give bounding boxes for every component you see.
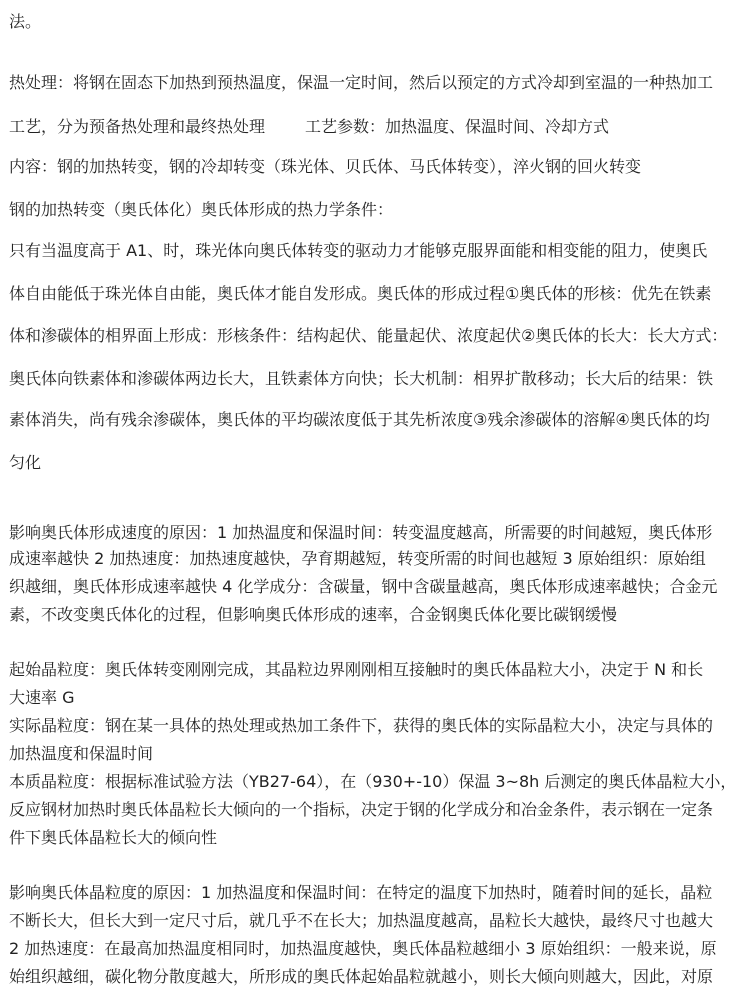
text-line-7: 体自由能低于珠光体自由能，奥氏体才能自发形成。奥氏体的形成过程①奥氏体的形核：优先在铁素 bbox=[9, 284, 712, 303]
text-line-25: 2 加热速度：在最高加热温度相同时，加热温度越快，奥氏体晶粒越细小 3 原始组织：一般来说，原 bbox=[9, 939, 717, 958]
text-line-3a: 工艺，分为预备热处理和最终热处理 bbox=[9, 117, 266, 136]
text-line-23: 影响奥氏体晶粒度的原因：1 加热温度和保温时间：在特定的温度下加热时，随着时间的延长，晶粒 bbox=[9, 883, 713, 902]
text-line-17: 大速率 G bbox=[9, 688, 75, 707]
text-line-15: 素，不改变奥氏体化的过程，但影响奥氏体形成的速率，合金钢奥氏体化要比碳钢缓慢 bbox=[9, 605, 618, 624]
text-line-16: 起始晶粒度：奥氏体转变刚刚完成，其晶粒边界刚刚相互接触时的奥氏体晶粒大小，决定于 N 和长 bbox=[9, 660, 704, 679]
text-line-4: 内容：钢的加热转变，钢的冷却转变（珠光体、贝氏体、马氏体转变），淬火钢的回火转变 bbox=[9, 157, 642, 176]
text-line-13: 成速率越快 2 加热速度：加热速度越快，孕育期越短，转变所需的时间也越短 3 原始组织：原始组 bbox=[9, 549, 706, 568]
text-line-10: 素体消失，尚有残余渗碳体，奥氏体的平均碳浓度低于其先析浓度③残余渗碳体的溶解④奥氏体的均 bbox=[9, 410, 710, 429]
text-line-19: 加热温度和保温时间 bbox=[9, 744, 154, 763]
text-line-2: 热处理：将钢在固态下加热到预热温度，保温一定时间，然后以预定的方式冷却到室温的一种热加工 bbox=[9, 73, 714, 92]
text-line-14: 织越细，奥氏体形成速率越快 4 化学成分：含碳量，钢中含碳量越高，奥氏体形成速率越快；合金元 bbox=[9, 577, 718, 596]
text-line-11: 匀化 bbox=[9, 453, 42, 472]
text-line-9: 奥氏体向铁素体和渗碳体两边长大，且铁素体方向快；长大机制：相界扩散移动；长大后的结果：铁 bbox=[9, 369, 714, 388]
text-line-3b: 工艺参数：加热温度、保温时间、冷却方式 bbox=[305, 117, 610, 136]
text-line-8: 体和渗碳体的相界面上形成：形核条件：结构起伏、能量起伏、浓度起伏②奥氏体的长大：长大方式： bbox=[9, 326, 728, 345]
text-line-18: 实际晶粒度：钢在某一具体的热处理或热加工条件下，获得的奥氏体的实际晶粒大小，决定与具体的 bbox=[9, 716, 714, 735]
text-line-20: 本质晶粒度：根据标准试验方法（YB27-64），在（930+-10）保温 3~8h 后测定的奥氏体晶粒大小， bbox=[9, 772, 737, 791]
text-line-21: 反应钢材加热时奥氏体晶粒长大倾向的一个指标，决定于钢的化学成分和冶金条件，表示钢在一定条 bbox=[9, 800, 714, 819]
text-line-3 bbox=[9, 116, 609, 138]
text-line-24: 不断长大，但长大到一定尺寸后，就几乎不在长大；加热温度越高，晶粒长大越快，最终尺寸也越大 bbox=[9, 911, 714, 930]
text-line-26: 始组织越细，碳化物分散度越大，所形成的奥氏体起始晶粒就越小，则长大倾向则越大，因此，对原 bbox=[9, 967, 714, 986]
text-line-22: 件下奥氏体晶粒长大的倾向性 bbox=[9, 828, 218, 847]
text-line-6: 只有当温度高于 A1、时，珠光体向奥氏体转变的驱动力才能够克服界面能和相变能的阻力，使奥氏 bbox=[9, 241, 708, 260]
text-line-5: 钢的加热转变（奥氏体化）奥氏体形成的热力学条件： bbox=[9, 200, 394, 219]
text-line-12: 影响奥氏体形成速度的原因：1 加热温度和保温时间：转变温度越高，所需要的时间越短，奥氏体形 bbox=[9, 523, 713, 542]
text-line-1: 法。 bbox=[9, 12, 42, 31]
